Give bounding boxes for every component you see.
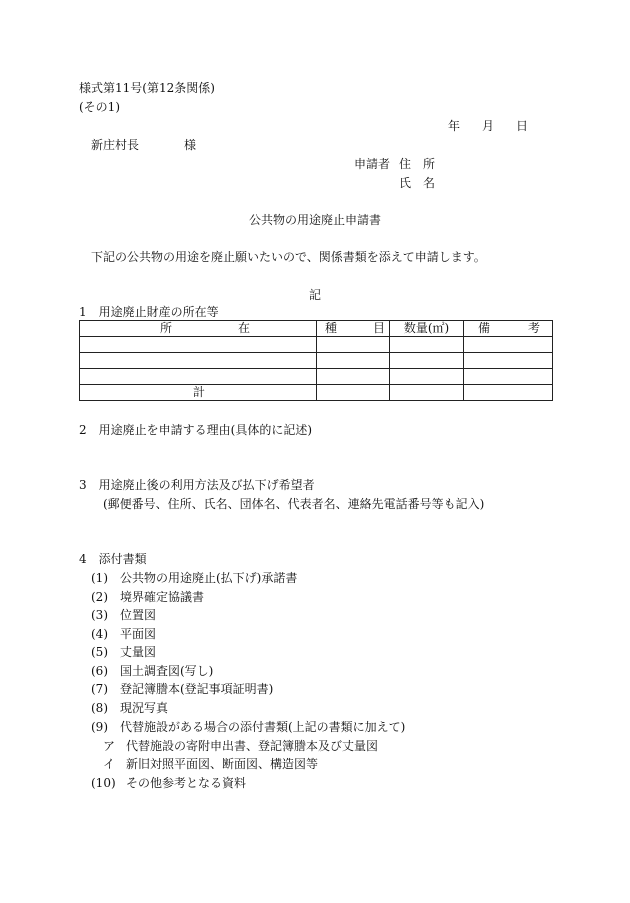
attachment-text: 現況写真 — [120, 701, 169, 715]
date-year-label: 年 — [448, 119, 461, 133]
header-location — [80, 321, 317, 337]
table-cell[interactable] — [390, 385, 464, 401]
section2-heading: 2 用途廃止を申請する理由(具体的に記述) — [79, 423, 312, 437]
attachment-text: 平面図 — [120, 627, 157, 641]
attachment-text: 公共物の用途廃止(払下げ)承諾書 — [120, 571, 298, 585]
attachment-num: (5) — [91, 645, 108, 659]
section1-heading: 1 用途廃止財産の所在等 — [79, 305, 219, 319]
table-cell[interactable] — [390, 353, 464, 369]
attachment-subnum: ア — [103, 739, 116, 753]
table-row — [80, 369, 553, 385]
attachment-num: (6) — [91, 664, 108, 678]
attachment-text: 国土調査図(写し) — [120, 664, 214, 678]
attachment-num: (9) — [91, 720, 108, 734]
table-row — [80, 337, 553, 353]
table-cell[interactable] — [390, 337, 464, 353]
table-cell[interactable] — [464, 385, 553, 401]
attachment-subnum: イ — [103, 757, 116, 771]
header-type — [317, 321, 390, 337]
header-type-a: 種 — [325, 321, 338, 335]
attachment-num: (2) — [91, 590, 108, 604]
header-area: 数量(㎡) — [390, 321, 464, 337]
section3-heading: 3 用途廃止後の利用方法及び払下げ希望者 — [79, 478, 315, 492]
form-sub-number: (その1) — [79, 100, 120, 114]
table-total-row — [80, 385, 553, 401]
attachment-num: (8) — [91, 701, 108, 715]
table-cell[interactable] — [80, 353, 317, 369]
header-remarks — [464, 321, 553, 337]
name-label: 氏 名 — [399, 176, 436, 190]
table-cell[interactable] — [317, 353, 390, 369]
attachment-num: (10) — [91, 776, 116, 790]
attachment-text: 丈量図 — [120, 645, 157, 659]
header-type-b: 目 — [372, 321, 385, 335]
total-label-cell — [80, 385, 317, 401]
record-label: 記 — [308, 288, 321, 302]
table-cell[interactable] — [317, 369, 390, 385]
table-cell[interactable] — [390, 369, 464, 385]
addressee: 新庄村長 — [91, 138, 140, 152]
header-location-a: 所 — [160, 321, 173, 335]
property-table — [79, 320, 553, 401]
intro-text: 下記の公共物の用途を廃止願いたいので、関係書類を添えて申請します。 — [91, 250, 486, 264]
table-cell[interactable] — [464, 353, 553, 369]
header-remarks-a: 備 — [478, 321, 491, 335]
attachment-num: (3) — [91, 608, 108, 622]
attachment-text: 登記簿謄本(登記事項証明書) — [120, 682, 274, 696]
table-row — [80, 353, 553, 369]
header-remarks-b: 考 — [527, 321, 540, 335]
attachment-subtext: 代替施設の寄附申出書、登記簿謄本及び丈量図 — [126, 739, 379, 753]
attachment-num: (1) — [91, 571, 108, 585]
section4-heading: 4 添付書類 — [79, 552, 147, 566]
attachment-subtext: 新旧対照平面図、断面図、構造図等 — [126, 757, 319, 771]
table-cell[interactable] — [80, 369, 317, 385]
address-label: 住 所 — [399, 157, 436, 171]
table-cell[interactable] — [464, 337, 553, 353]
addressee-honorific: 様 — [184, 138, 197, 152]
date-day-label: 日 — [516, 119, 529, 133]
form-number: 様式第11号(第12条関係) — [79, 81, 215, 95]
attachment-text: 代替施設がある場合の添付書類(上記の書類に加えて) — [120, 720, 406, 734]
document-title: 公共物の用途廃止申請書 — [248, 213, 381, 227]
attachment-text: その他参考となる資料 — [126, 776, 247, 790]
section3-note: (郵便番号、住所、氏名、団体名、代表者名、連絡先電話番号等も記入) — [103, 497, 485, 511]
applicant-label: 申請者 — [354, 157, 391, 171]
table-cell[interactable] — [317, 385, 390, 401]
attachment-num: (7) — [91, 682, 108, 696]
date-month-label: 月 — [482, 119, 495, 133]
table-cell[interactable] — [317, 337, 390, 353]
header-location-b: 在 — [237, 321, 250, 335]
table-cell[interactable] — [464, 369, 553, 385]
total-label: 計 — [193, 385, 206, 399]
attachment-text: 位置図 — [120, 608, 157, 622]
attachment-num: (4) — [91, 627, 108, 641]
table-cell[interactable] — [80, 337, 317, 353]
table-header-row — [80, 321, 553, 337]
attachment-text: 境界確定協議書 — [120, 590, 205, 604]
